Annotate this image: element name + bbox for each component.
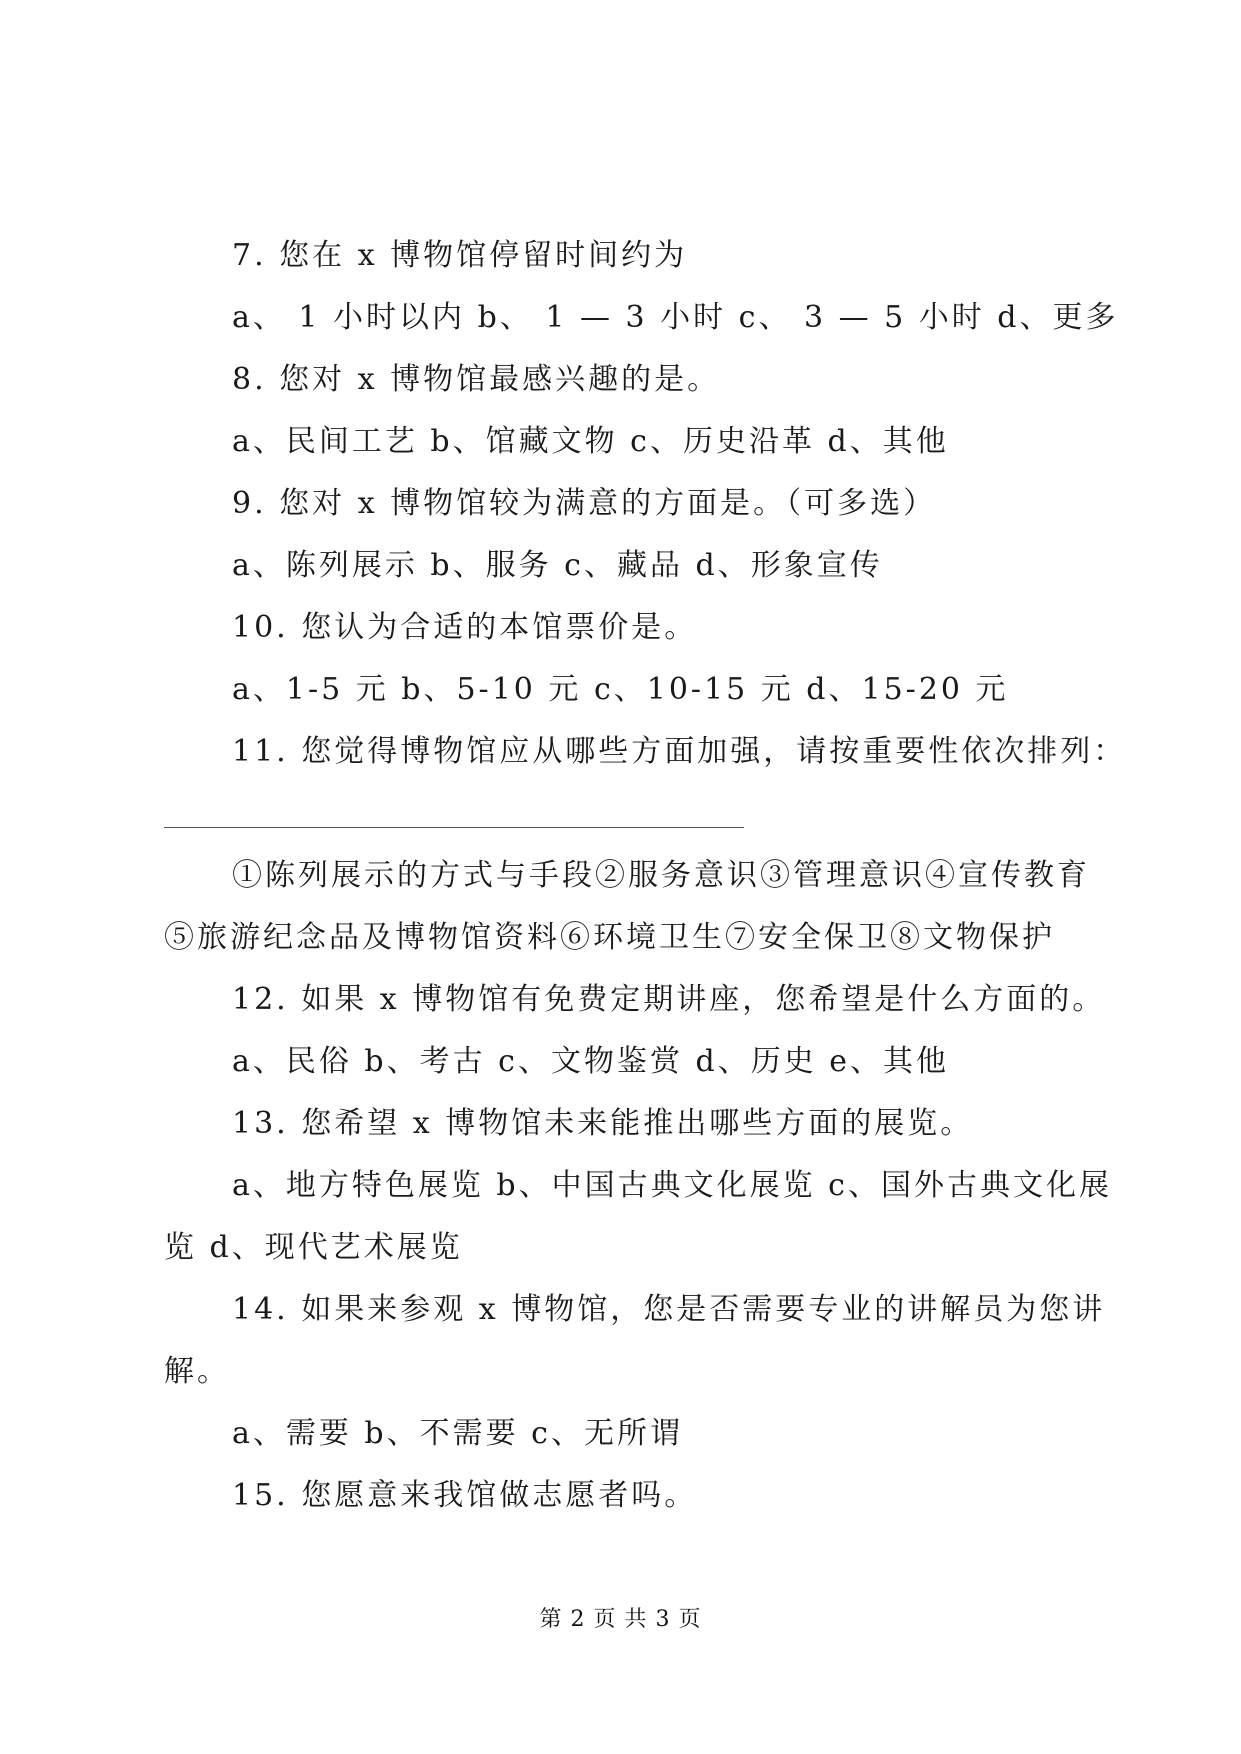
question-14-options: a、需要 b、不需要 c、无所谓	[232, 1416, 683, 1451]
question-11: 11. 您觉得博物馆应从哪些方面加强，请按重要性依次排列：	[232, 734, 1127, 769]
question-11-items-line-2: ⑤旅游纪念品及博物馆资料⑥环境卫生⑦安全保卫⑧文物保护	[164, 920, 1055, 955]
question-12-options: a、民俗 b、考古 c、文物鉴赏 d、历史 e、其他	[232, 1044, 949, 1079]
question-9-options: a、陈列展示 b、服务 c、藏品 d、形象宣传	[232, 548, 883, 583]
question-15: 15. 您愿意来我馆做志愿者吗。	[232, 1478, 698, 1513]
question-14-line-1: 14. 如果来参观 x 博物馆，您是否需要专业的讲解员为您讲	[232, 1292, 1106, 1327]
question-10-options: a、1-5 元 b、5-10 元 c、10-15 元 d、15-20 元	[232, 672, 1009, 707]
question-8-options: a、民间工艺 b、馆藏文物 c、历史沿革 d、其他	[232, 424, 949, 459]
question-9: 9. 您对 x 博物馆较为满意的方面是。（可多选）	[232, 486, 937, 521]
question-12: 12. 如果 x 博物馆有免费定期讲座，您希望是什么方面的。	[232, 982, 1106, 1017]
page-number-footer: 第 2 页 共 3 页	[539, 1607, 702, 1632]
question-11-items-line-1: ①陈列展示的方式与手段②服务意识③管理意识④宣传教育	[232, 858, 1090, 893]
question-13-options-line-1: a、地方特色展览 b、中国古典文化展览 c、国外古典文化展	[232, 1168, 1112, 1203]
question-10: 10. 您认为合适的本馆票价是。	[232, 610, 698, 645]
question-13: 13. 您希望 x 博物馆未来能推出哪些方面的展览。	[232, 1106, 974, 1141]
question-7-options: a、 1 小时以内 b、 1 — 3 小时 c、 3 — 5 小时 d、更多	[232, 300, 1119, 335]
question-14-line-2: 解。	[164, 1354, 230, 1389]
answer-blank-line	[164, 827, 744, 828]
question-8: 8. 您对 x 博物馆最感兴趣的是。	[232, 362, 721, 397]
question-13-options-line-2: 览 d、现代艺术展览	[164, 1230, 463, 1265]
question-7: 7. 您在 x 博物馆停留时间约为	[232, 238, 688, 273]
